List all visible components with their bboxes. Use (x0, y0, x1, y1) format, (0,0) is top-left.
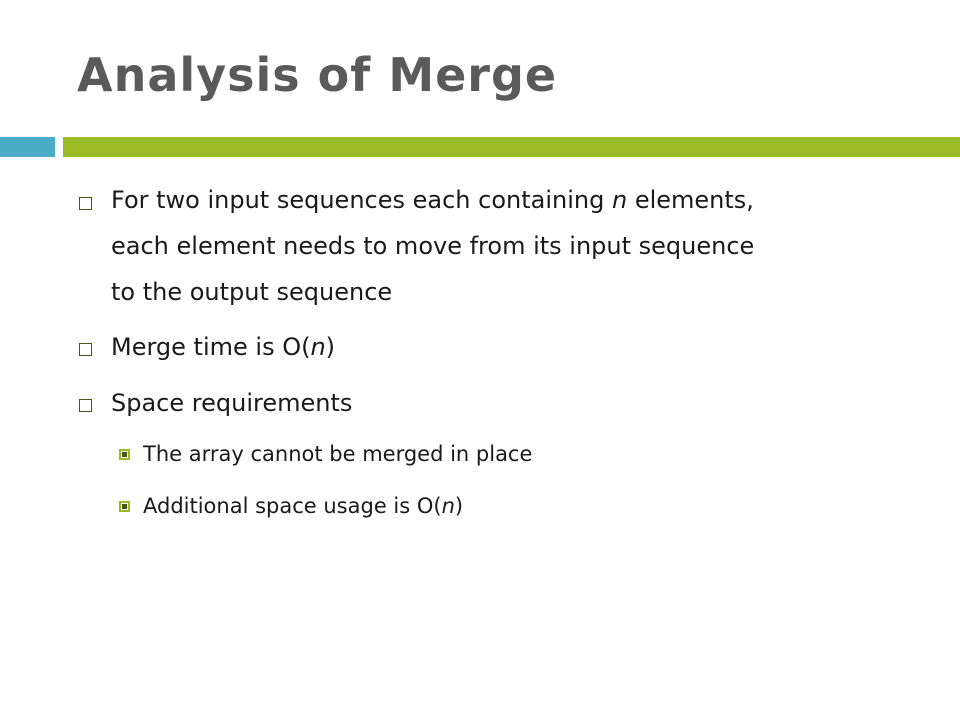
bullet-1-line-1-pre: For two input sequences each containing (111, 186, 612, 214)
bullet-1-line-1 (111, 177, 911, 223)
sub-bullet-square-icon (119, 501, 130, 512)
bullet-1-line-3: to the output sequence (111, 278, 393, 306)
bullet-2-text (111, 324, 911, 370)
title-rule-accent-right (63, 137, 960, 157)
bullet-3-text: Space requirements (111, 389, 353, 417)
bullet-square-icon (79, 399, 92, 412)
sub-bullet-2-pre: Additional space usage is O( (143, 494, 442, 518)
bullet-2-post: ) (325, 333, 336, 361)
bullet-2-var: n (310, 333, 326, 361)
slide-title: Analysis of Merge (77, 48, 558, 102)
sub-bullet-1-text: The array cannot be merged in place (143, 442, 533, 466)
bullet-square-icon (79, 197, 92, 210)
bullet-square-icon (79, 343, 92, 356)
sub-bullet-2-var: n (441, 494, 455, 518)
bullet-1-line-1-post: elements, (627, 186, 754, 214)
sub-bullet-square-icon (119, 449, 130, 460)
bullet-1-line-2: each element needs to move from its input sequence (111, 232, 755, 260)
bullet-1-var: n (611, 186, 628, 214)
bullet-2-pre: Merge time is O( (111, 333, 311, 361)
sub-bullet-2-text (143, 491, 923, 521)
sub-bullet-2-post: ) (454, 494, 464, 518)
bullet-1-text (111, 177, 911, 315)
title-rule-accent-left (0, 137, 55, 157)
